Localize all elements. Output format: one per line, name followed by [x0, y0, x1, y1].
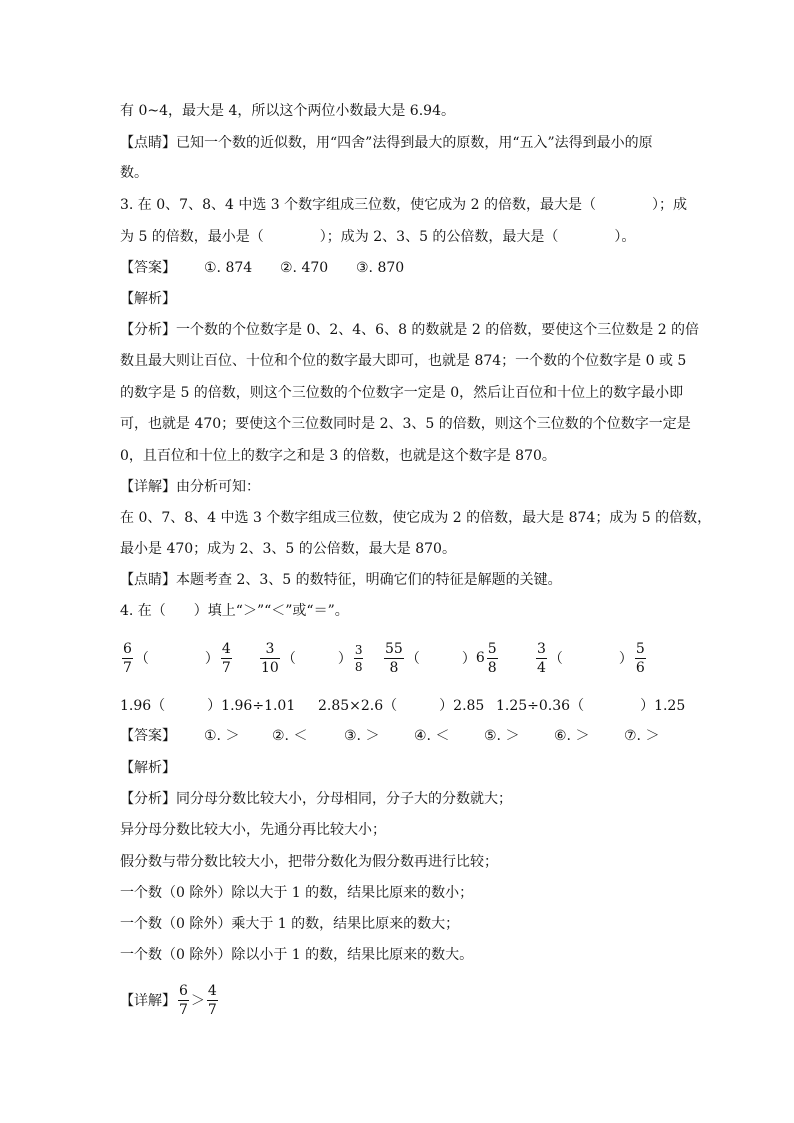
fraction: $\frac{3}{4}$: [537, 640, 546, 676]
answer-item: ①. ＞: [204, 728, 240, 744]
answer-item: ④. ＜: [414, 728, 450, 744]
answer-blank[interactable]: （ ）: [134, 651, 219, 667]
compare-1: [120, 636, 234, 680]
question-3-line-1: 3. 在 0、7、8、4 中选 3 个数字组成三位数，使它成为 2 的倍数，最大是（ ）；成: [120, 197, 687, 213]
xiangjie-3-line-1: 【详解】由分析可知：: [120, 479, 260, 495]
xiangjie-3-line-3: 最小是 470；成为 2、3、5 的公倍数，最大是 870。: [120, 541, 456, 557]
fenxi-3-line-2: 数且最大则让百位、十位和个位的数字最大即可，也就是 874；一个数的个位数字是 0 或 5: [120, 353, 687, 369]
fenxi-4-line-5: 一个数（0 除外）乘大于 1 的数，结果比原来的数大；: [120, 916, 460, 932]
compare-7: 1.25÷0.36（ ）1.25: [496, 698, 686, 714]
answer-item: ②. 470: [280, 260, 329, 276]
fenxi-4-line-2: 异分母分数比较大小，先通分再比较大小；: [120, 822, 386, 838]
jiexi-heading-1: 【解析】: [120, 291, 176, 307]
compare-6: 2.85×2.6（ ）2.85: [318, 698, 485, 714]
compare-4: [534, 636, 648, 680]
compare-5: 1.96（ ）1.96÷1.01: [120, 698, 296, 714]
fraction: $\frac{5}{8}$: [487, 640, 497, 676]
fenxi-3-line-4: 可，也就是 470；要使这个三位数同时是 2、3、5 的倍数，则这个三位数的个位数字一定是: [120, 416, 691, 432]
answer-item: ②. ＜: [272, 728, 308, 744]
fenxi-4-line-6: 一个数（0 除外）除以小于 1 的数，结果比原来的数大。: [120, 947, 474, 963]
xiangjie-label: 【详解】: [120, 993, 176, 1009]
fraction: $\frac{55}{8}$: [385, 640, 403, 676]
question-3-line-2: 为 5 的倍数，最小是（ ）；成为 2、3、5 的公倍数，最大是（ ）。: [120, 229, 636, 245]
compare-2: [258, 636, 365, 680]
fraction: $\frac{6}{7}$: [123, 640, 132, 676]
comparison-sign: ＞: [190, 993, 205, 1009]
fenxi-3-line-1: 【分析】一个数的个位数字是 0、2、4、6、8 的数就是 2 的倍数，要使这个三位数是 2 的倍: [120, 322, 700, 338]
fraction: $\frac{3}{8}$: [354, 642, 363, 674]
fenxi-4-line-4: 一个数（0 除外）除以大于 1 的数，结果比原来的数小；: [120, 885, 474, 901]
fraction: $\frac{3}{10}$: [261, 640, 279, 676]
answer-label: 【答案】: [120, 728, 176, 744]
fenxi-4-line-1: 【分析】同分母分数比较大小，分母相同，分子大的分数就大；: [120, 791, 512, 807]
fenxi-4-line-3: 假分数与带分数比较大小，把带分数化为假分数再进行比较；: [120, 854, 498, 870]
xiangjie-3-line-2: 在 0、7、8、4 中选 3 个数字组成三位数，使它成为 2 的倍数，最大是 874；成为 5 的倍数，: [120, 510, 712, 526]
dianjing-2: 【点睛】本题考查 2、3、5 的数特征，明确它们的特征是解题的关键。: [120, 572, 562, 588]
answer-item: ③. ＞: [344, 728, 380, 744]
dianjing-1-line-2: 数。: [120, 165, 148, 181]
answer-label: 【答案】: [120, 260, 176, 276]
dianjing-1-line-1: 【点睛】已知一个数的近似数，用“四舍”法得到最大的原数，用“五入”法得到最小的原: [120, 135, 653, 151]
fraction: $\frac{5}{6}$: [635, 640, 645, 676]
fraction-compare-row: [120, 636, 680, 680]
answer-item: ⑦. ＞: [624, 728, 660, 744]
jiexi-heading-2: 【解析】: [120, 760, 176, 776]
xiangjie-4: [120, 978, 220, 1022]
answer-blank[interactable]: （ ）: [281, 651, 352, 667]
answer-item: ⑤. ＞: [484, 728, 520, 744]
answer-item: ⑥. ＞: [554, 728, 590, 744]
answer-item: ③. 870: [356, 260, 405, 276]
fraction: $\frac{4}{7}$: [207, 982, 217, 1018]
fraction: $\frac{4}{7}$: [221, 640, 231, 676]
answer-item: ①. 874: [204, 260, 253, 276]
fraction: $\frac{6}{7}$: [179, 982, 188, 1018]
compare-3: [382, 636, 500, 680]
answer-blank[interactable]: （ ）: [405, 651, 476, 667]
fenxi-3-line-5: 0，且百位和十位上的数字之和是 3 的倍数，也就是这个数字是 870。: [120, 448, 556, 464]
answer-blank[interactable]: （ ）: [548, 651, 633, 667]
mixed-whole: 6: [475, 650, 485, 666]
question-4: 4. 在（ ）填上“＞”“＜”或“＝”。: [120, 603, 349, 619]
fenxi-3-line-3: 的数字是 5 的倍数，则这个三位数的个位数字一定是 0，然后让百位和十位上的数字最小即: [120, 385, 684, 401]
line-1: 有 0~4，最大是 4，所以这个两位小数最大是 6.94。: [120, 103, 455, 119]
